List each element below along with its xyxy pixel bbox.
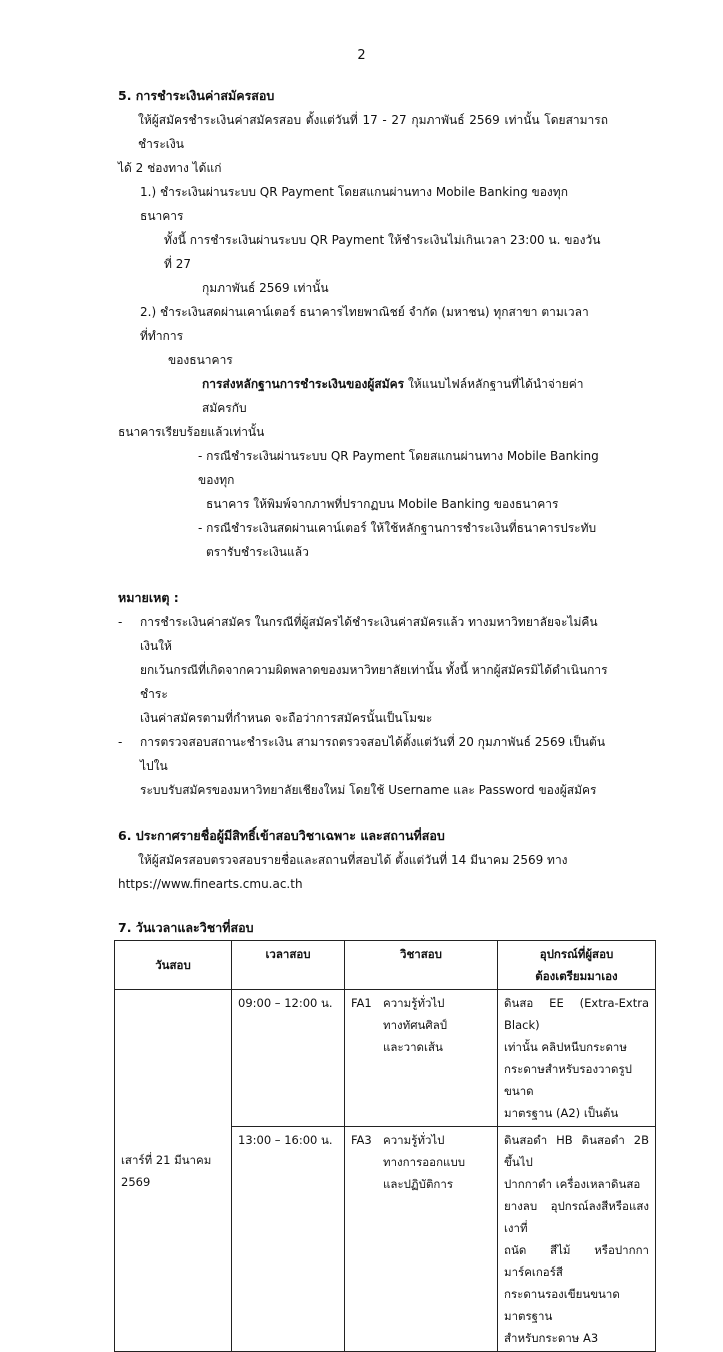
col-header-equipment-line: อุปกรณ์ที่ผู้สอบ (539, 947, 614, 961)
subject-code: FA1 (351, 996, 372, 1010)
payment-channel-qr-note-cont: กุมภาพันธ์ 2569 เท่านั้น (202, 281, 329, 295)
evidence-cash: - กรณีชำระเงินสดผ่านเคาน์เตอร์ ให้ใช้หลักฐานการชำระเงินที่ธนาคารประทับ (198, 521, 597, 535)
evidence-qr-cont: ธนาคาร ให้พิมพ์จากภาพที่ปรากฏบน Mobile Banking ของธนาคาร (206, 497, 559, 511)
evidence-qr: - กรณีชำระเงินผ่านระบบ QR Payment โดยสแกนผ่านทาง Mobile Banking ของทุก (198, 449, 599, 487)
note-item (118, 610, 608, 730)
dash-bullet: - (118, 735, 123, 749)
subject-name: ความรู้ทั่วไป (383, 996, 445, 1010)
payment-evidence-cont: ธนาคารเรียบร้อยแล้วเท่านั้น (118, 425, 265, 439)
equipment-text: ยางลบ อุปกรณ์ลงสีหรือแสงเงาที่ (504, 1199, 649, 1235)
note-text: ยกเว้นกรณีที่เกิดจากความผิดพลาดของมหาวิทยาลัยเท่านั้น ทั้งนี้ หากผู้สมัครมิได้ดำเนินการชำระ (140, 663, 608, 701)
payment-channel-counter-cont: ของธนาคาร (168, 353, 233, 367)
equipment-cell (498, 990, 656, 1127)
subject-name: ทางทัศนศิลป์ (383, 1018, 448, 1032)
subject-name: และปฏิบัติการ (383, 1177, 454, 1191)
notes-heading: หมายเหตุ : (118, 590, 179, 605)
note-text: เงินค่าสมัครตามที่กำหนด จะถือว่าการสมัครนั้นเป็นโมฆะ (140, 711, 433, 725)
exam-date-year: 2569 (121, 1174, 151, 1189)
payment-evidence (118, 372, 608, 420)
announcement-heading: 6. ประกาศรายชื่อผู้มีสิทธิ์เข้าสอบวิชาเฉพาะ และสถานที่สอบ (118, 828, 445, 843)
note-text: ระบบรับสมัครของมหาวิทยาลัยเชียงใหม่ โดยใช้ Username และ Password ของผู้สมัคร (140, 783, 597, 797)
exam-subject-cell (345, 990, 498, 1127)
equipment-text: เท่านั้น คลิปหนีบกระดาษ (504, 1040, 627, 1054)
exam-time: 13:00 – 16:00 น. (232, 1127, 345, 1352)
table-header-row (115, 941, 656, 990)
table-row (115, 990, 656, 1127)
payment-heading: 5. การชำระเงินค่าสมัครสอบ (118, 88, 275, 103)
subject-name: ทางการออกแบบ (383, 1155, 466, 1169)
note-text: การชำระเงินค่าสมัคร ในกรณีที่ผู้สมัครได้ชำระเงินค่าสมัครแล้ว ทางมหาวิทยาลัยจะไม่คืนเงินให้ (140, 615, 598, 653)
col-header-time: เวลาสอบ (232, 941, 345, 990)
payment-evidence-title: การส่งหลักฐานการชำระเงินของผู้สมัคร (202, 377, 405, 391)
spacer (118, 564, 608, 586)
document-body (118, 84, 649, 1352)
schedule-heading: 7. วันเวลาและวิชาที่สอบ (118, 920, 254, 935)
payment-intro: ให้ผู้สมัครชำระเงินค่าสมัครสอบ ตั้งแต่วันที่ 17 - 27 กุมภาพันธ์ 2569 เท่านั้น โดยสามารถชำระเงิน (138, 113, 608, 151)
exam-subject-cell (345, 1127, 498, 1352)
exam-date: เสาร์ที่ 21 มีนาคม (121, 1152, 212, 1167)
exam-schedule-table (114, 940, 656, 1352)
col-header-subject: วิชาสอบ (345, 941, 498, 990)
payment-section (118, 84, 608, 564)
spacer (118, 802, 608, 824)
note-text: การตรวจสอบสถานะชำระเงิน สามารถตรวจสอบได้ตั้งแต่วันที่ 20 กุมภาพันธ์ 2569 เป็นต้นไปใน (140, 735, 606, 773)
equipment-text: กระดานรองเขียนขนาดมาตรฐาน (504, 1287, 620, 1323)
payment-channel-counter: 2.) ชำระเงินสดผ่านเคาน์เตอร์ ธนาคารไทยพาณิชย์ จำกัด (มหาชน) ทุกสาขา ตามเวลาที่ทำการ (140, 305, 589, 343)
announcement-text: ให้ผู้สมัครสอบตรวจสอบรายชื่อและสถานที่สอบได้ ตั้งแต่วันที่ 14 มีนาคม 2569 ทาง (138, 853, 568, 867)
evidence-cash-cont: ตรารับชำระเงินแล้ว (206, 545, 309, 559)
dash-bullet: - (118, 615, 123, 629)
col-header-date: วันสอบ (115, 941, 232, 990)
payment-channel-qr-note: ทั้งนี้ การชำระเงินผ่านระบบ QR Payment ให้ชำระเงินไม่เกินเวลา 23:00 น. ของวันที่ 27 (164, 233, 601, 271)
exam-date-cell (115, 990, 232, 1352)
schedule-section (118, 916, 649, 1352)
payment-intro-cont: ได้ 2 ช่องทาง ได้แก่ (118, 161, 222, 175)
subject-code: FA3 (351, 1133, 372, 1147)
exam-time: 09:00 – 12:00 น. (232, 990, 345, 1127)
equipment-cell (498, 1127, 656, 1352)
announcement-section (118, 824, 608, 896)
col-header-equipment-line: ต้องเตรียมมาเอง (535, 969, 618, 983)
equipment-text: กระดาษสำหรับรองวาดรูป ขนาด (504, 1062, 632, 1098)
payment-evidence-text: ให้แนบไฟล์หลักฐานที่ได้นำจ่ายค่าสมัครกับ (202, 377, 584, 415)
payment-channel-qr: 1.) ชำระเงินผ่านระบบ QR Payment โดยสแกนผ่านทาง Mobile Banking ของทุกธนาคาร (140, 185, 568, 223)
spacer (118, 896, 608, 916)
announcement-url[interactable]: https://www.finearts.cmu.ac.th (118, 877, 303, 891)
equipment-text: ปากกาดำ เครื่องเหลาดินสอ (504, 1177, 641, 1191)
equipment-text: สำหรับกระดาษ A3 (504, 1331, 599, 1345)
col-header-equipment (498, 941, 656, 990)
subject-name: ความรู้ทั่วไป (383, 1133, 445, 1147)
note-item (118, 730, 608, 802)
equipment-text: ดินสอดำ HB ดินสอดำ 2B ขึ้นไป (504, 1133, 649, 1169)
subject-name: และวาดเส้น (383, 1040, 443, 1054)
notes-section (118, 586, 608, 802)
equipment-text: ดินสอ EE (Extra-Extra Black) (504, 996, 649, 1032)
page-number: 2 (357, 48, 366, 63)
equipment-text: มาตรฐาน (A2) เป็นต้น (504, 1106, 619, 1120)
equipment-text: ถนัด สีไม้ หรือปากกามาร์คเกอร์สี (504, 1243, 649, 1279)
